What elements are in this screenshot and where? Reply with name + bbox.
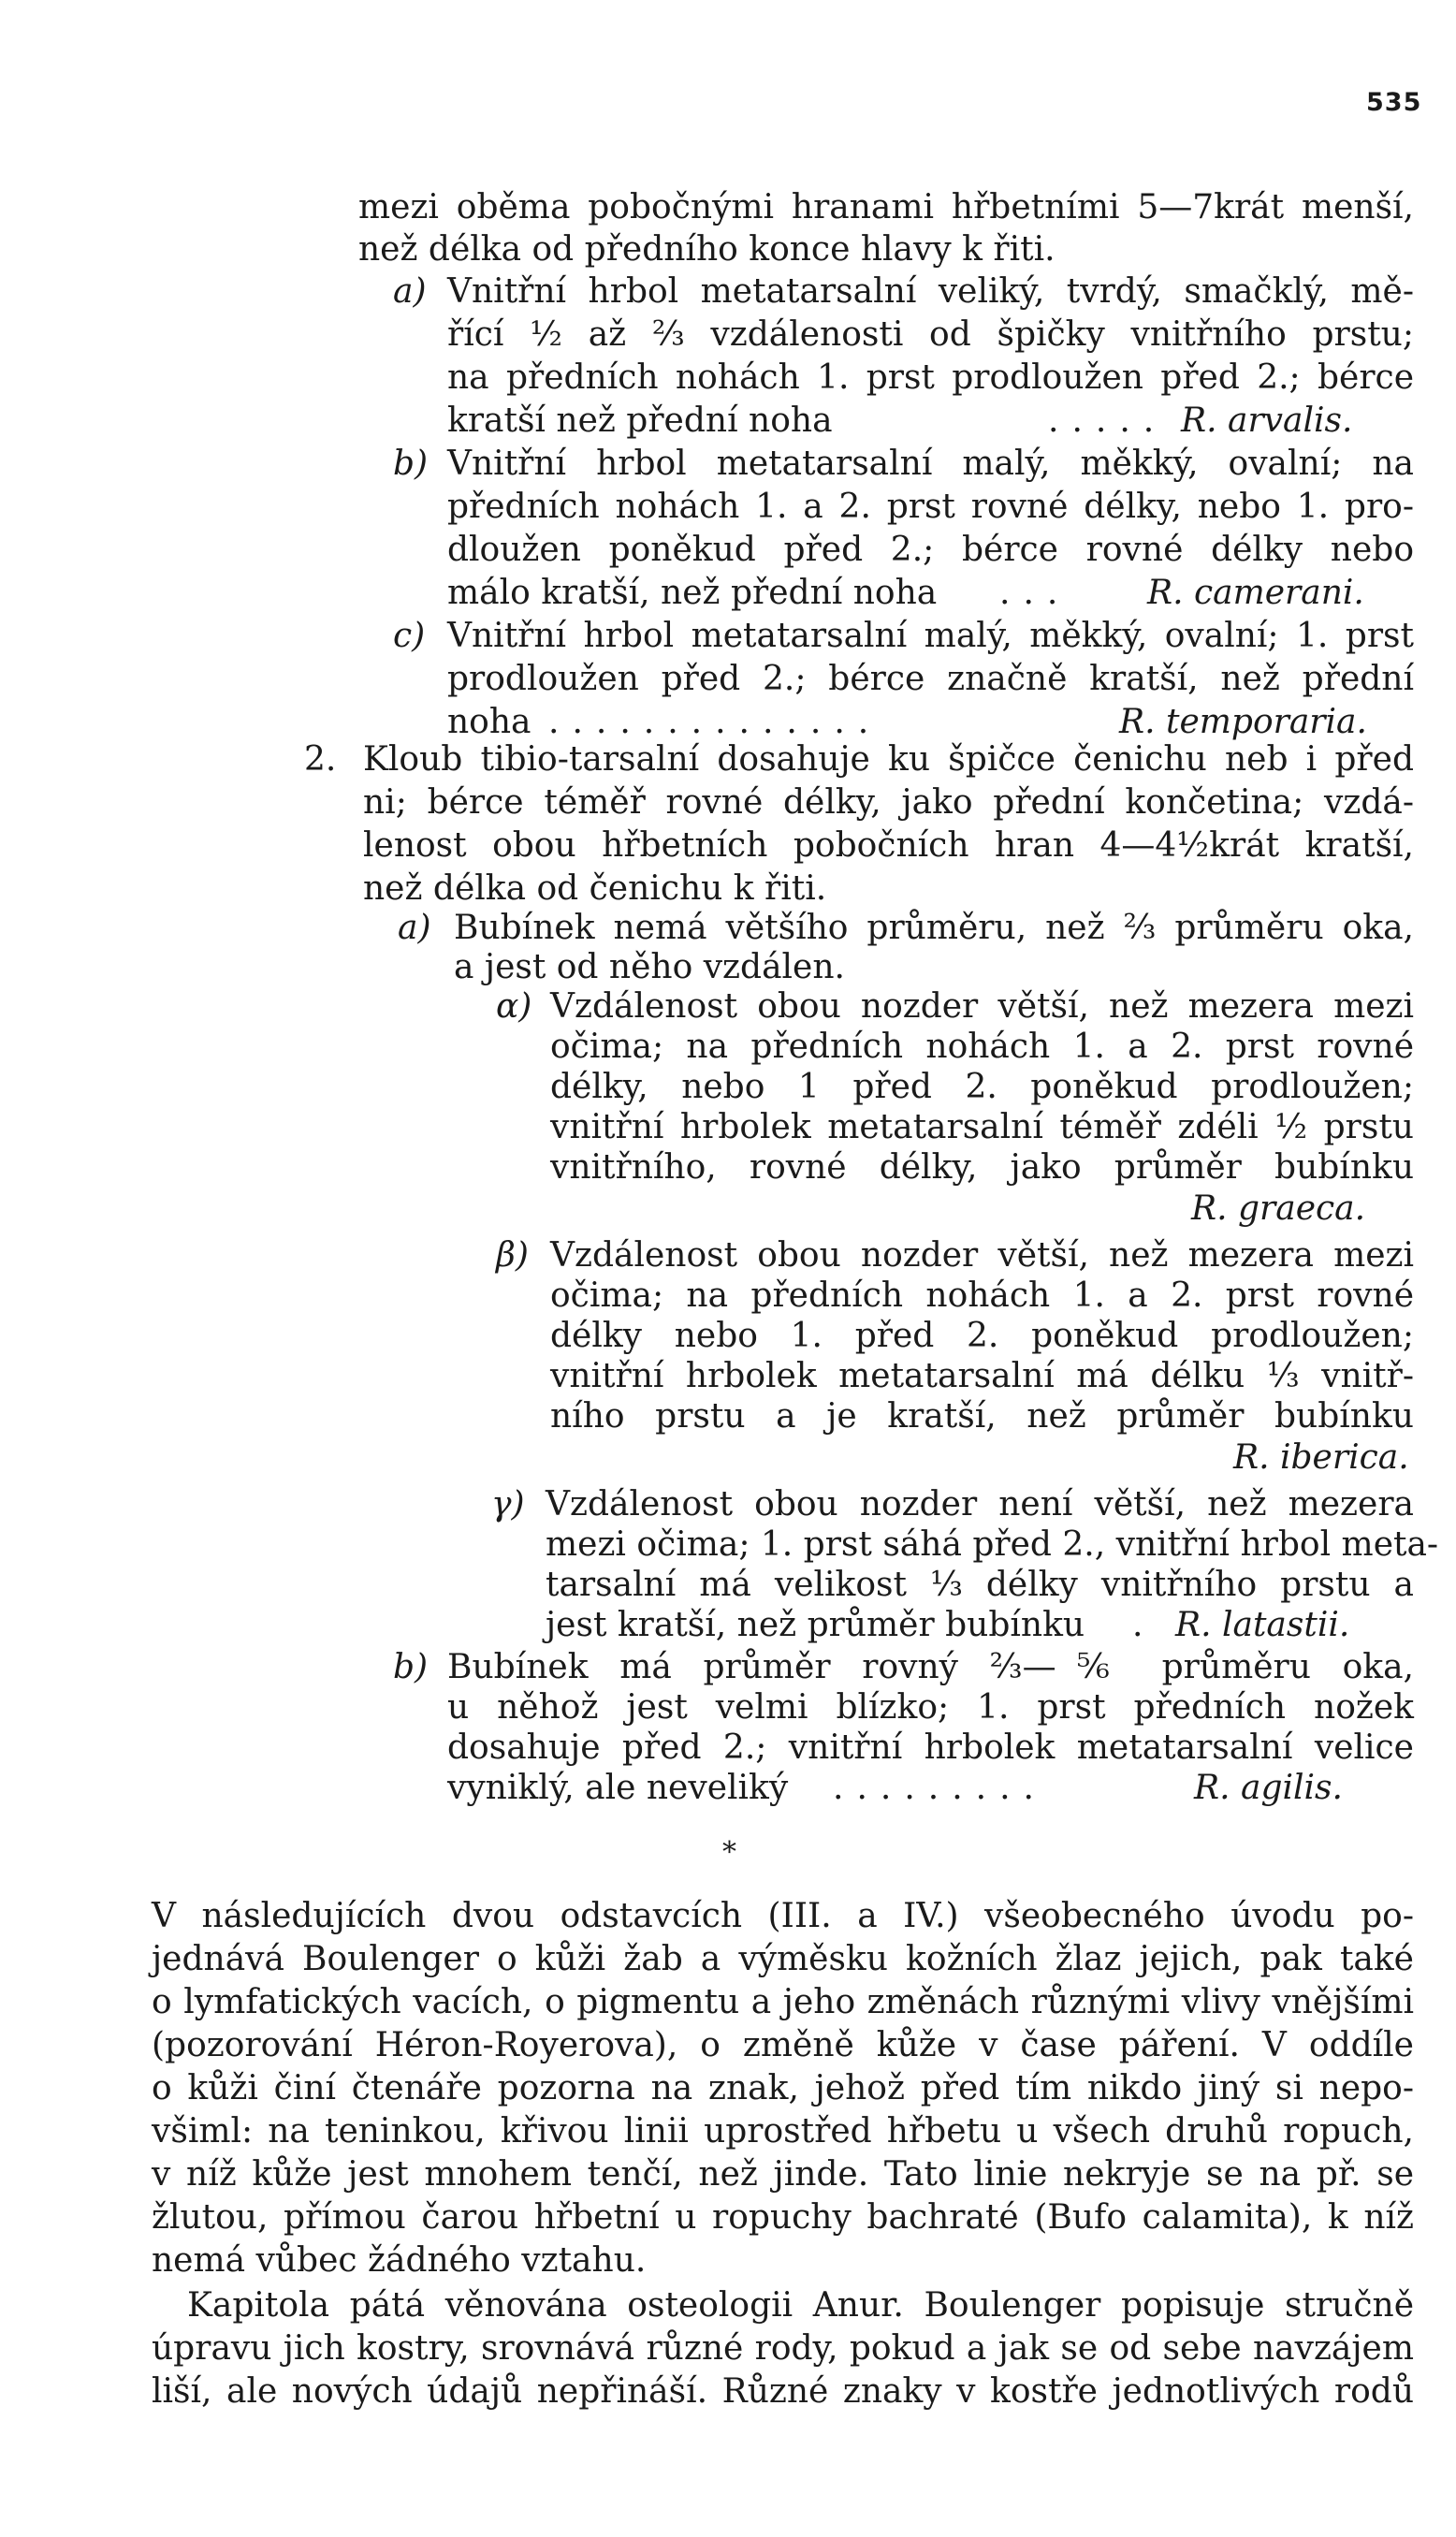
text-line: Vnitřní hrbol metatarsalní veliký, tvrdý, smačklý, mě-	[447, 272, 1414, 311]
text-line: na předních nohách 1. prst prodloužen před 2.; bérce	[447, 358, 1414, 397]
species-name: R. graeca.	[1191, 1189, 1366, 1228]
text-line: mezi očima; 1. prst sáhá před 2., vnitřní hrbol meta-	[546, 1525, 1439, 1564]
text-line: Vzdálenost obou nozder větší, než mezera mezi	[550, 987, 1414, 1026]
text-line: kratší než přední noha	[447, 401, 833, 440]
text-line: lenost obou hřbetních pobočních hran 4—4½krát kratší,	[363, 826, 1414, 865]
species-name: R. temporaria.	[1119, 703, 1367, 741]
text-line: Bubínek má průměr rovný ⅔—⅚ průměru oka,	[447, 1648, 1414, 1686]
text-line: Vnitřní hrbol metatarsalní malý, měkký, ovalní; 1. prst	[447, 617, 1414, 655]
text-line: noha	[447, 703, 531, 741]
species-name: R. iberica.	[1233, 1438, 1409, 1477]
text-line: Vzdálenost obou nozder není větší, než mezera	[546, 1485, 1414, 1524]
leader-dots: ...	[999, 574, 1071, 612]
item-label-2: 2.	[304, 740, 337, 779]
paragraph-line: úpravu jich kostry, srovnává různé rody, pokud a jak se od sebe navzájem	[152, 2329, 1414, 2368]
text-line: Kloub tibio-tarsalní dosahuje ku špičce čenichu neb i před	[363, 740, 1414, 779]
item-label-2b: b)	[393, 1648, 429, 1686]
text-line: dosahuje před 2.; vnitřní hrbolek metatarsalní velice	[447, 1728, 1414, 1767]
paragraph-line: V následujících dvou odstavcích (III. a IV.) všeobecného úvodu po-	[152, 1897, 1414, 1935]
text-line: předních nohách 1. a 2. prst rovné délky, nebo 1. pro-	[447, 488, 1414, 526]
text-line: jest kratší, než průměr bubínku	[546, 1606, 1085, 1644]
text-line: a jest od něho vzdálen.	[454, 948, 845, 986]
paragraph-line: o lymfatických vacích, o pigmentu a jeho změnách různými vlivy vnějšími	[152, 1983, 1414, 2021]
text-line: vnitřního, rovné délky, jako průměr bubínku	[550, 1148, 1414, 1187]
text-line: délky, nebo 1 před 2. poněkud prodloužen;	[550, 1068, 1414, 1106]
text-line: u něhož jest velmi blízko; 1. prst předních nožek	[447, 1688, 1414, 1727]
text-line: ni; bérce téměř rovné délky, jako přední končetina; vzdá-	[363, 783, 1414, 822]
paragraph-line: Kapitola pátá věnována osteologii Anur. Boulenger popisuje stručně	[187, 2286, 1414, 2325]
text-line: prodloužen před 2.; bérce značně kratší, než přední	[447, 660, 1414, 698]
item-label-a: a)	[393, 272, 427, 311]
text-line: než délka od čenichu k řiti.	[363, 869, 827, 908]
paragraph-line: všiml: na teninkou, křivou linii uprostřed hřbetu u všech druhů ropuch,	[152, 2112, 1414, 2151]
species-name: R. arvalis.	[1181, 401, 1353, 440]
paragraph-line: (pozorování Héron-Royerova), o změně kůže v čase páření. V oddíle	[152, 2026, 1414, 2064]
section-separator: *	[722, 1836, 736, 1869]
item-label-b: b)	[393, 445, 429, 483]
text-line: dloužen poněkud před 2.; bérce rovné délky nebo	[447, 531, 1414, 569]
paragraph-line: liší, ale nových údajů nepřináší. Různé znaky v kostře jednotlivých rodů	[152, 2372, 1414, 2411]
paragraph-line: v níž kůže jest mnohem tenčí, než jinde. Tato linie nekryje se na př. se	[152, 2155, 1414, 2194]
text-line: vnitřní hrbolek metatarsalní má délku ⅓ vnitř-	[550, 1357, 1414, 1395]
text-line: než délka od předního konce hlavy k řiti.	[358, 230, 1056, 269]
text-line: ního prstu a je kratší, než průměr bubínku	[550, 1397, 1414, 1436]
text-line: řící ½ až ⅔ vzdálenosti od špičky vnitřního prstu;	[447, 315, 1414, 354]
item-label-beta: β)	[496, 1236, 529, 1275]
item-label-gamma: γ)	[491, 1485, 525, 1524]
text-line: vyniklý, ale neveliký	[447, 1769, 789, 1807]
text-line: Vnitřní hrbol metatarsalní malý, měkký, ovalní; na	[447, 445, 1414, 483]
paragraph-line: jednává Boulenger o kůži žab a výměsku kožních žlaz jejich, pak také	[152, 1940, 1414, 1978]
leader-dots: .....	[1048, 401, 1168, 440]
species-name: R. camerani.	[1147, 574, 1364, 612]
paragraph-line: o kůži činí čtenáře pozorna na znak, jehož před tím nikdo jiný si nepo-	[152, 2069, 1414, 2107]
leader-dots: .........	[833, 1769, 1047, 1807]
item-label-alpha: α)	[496, 987, 532, 1026]
species-name: R. agilis.	[1194, 1769, 1343, 1807]
item-label-c: c)	[393, 617, 426, 655]
text-line: tarsalní má velikost ⅓ délky vnitřního prstu a	[546, 1566, 1414, 1604]
text-line: Bubínek nemá většího průměru, než ⅔ průměru oka,	[454, 909, 1414, 947]
item-label-2a: a)	[398, 909, 431, 947]
text-line: vnitřní hrbolek metatarsalní téměř zdéli ½ prstu	[550, 1108, 1414, 1146]
text-line: Vzdálenost obou nozder větší, než mezera mezi	[550, 1236, 1414, 1275]
text-line: očima; na předních nohách 1. a 2. prst rovné	[550, 1028, 1414, 1066]
page-number: 535	[1366, 88, 1422, 117]
species-name: R. latastii.	[1175, 1606, 1350, 1644]
paragraph-line: nemá vůbec žádného vztahu.	[152, 2241, 647, 2280]
leader-dots: .	[1132, 1606, 1157, 1644]
text-line: mezi oběma pobočnými hranami hřbetními 5—7krát menší,	[358, 188, 1414, 226]
text-line: málo kratší, než přední noha	[447, 574, 938, 612]
paragraph-line: žlutou, přímou čarou hřbetní u ropuchy bachraté (Bufo calamita), k níž	[152, 2198, 1414, 2237]
text-line: očima; na předních nohách 1. a 2. prst rovné	[550, 1276, 1414, 1315]
leader-dots: ..............	[548, 703, 882, 741]
text-line: délky nebo 1. před 2. poněkud prodloužen;	[550, 1317, 1414, 1355]
